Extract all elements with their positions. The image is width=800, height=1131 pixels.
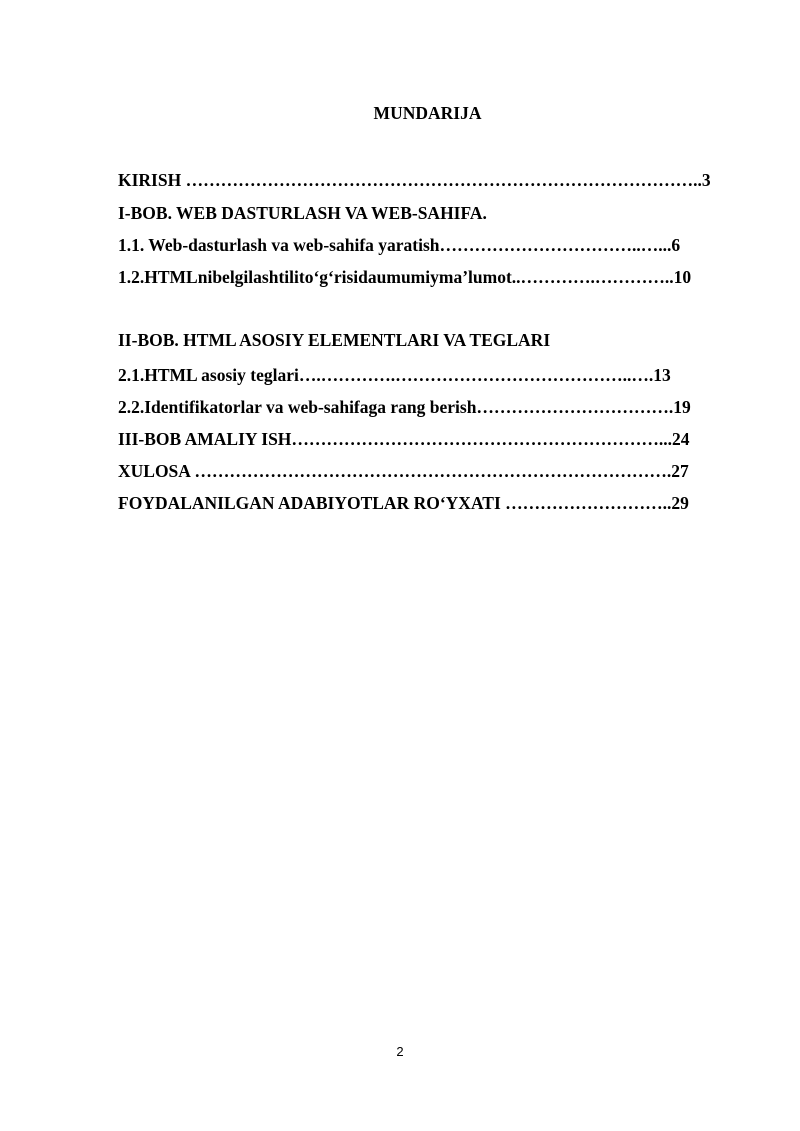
page-title: MUNDARIJA — [373, 103, 482, 123]
toc-entry-xulosa: XULOSA ……………………………………………………………………….27 — [118, 461, 689, 481]
toc-entry-section-1-2: 1.2.HTMLnibelgilashtilito‘g‘risidaumumiyma’lumot..………….…………..10 — [118, 267, 692, 287]
page-number: 2 — [396, 1044, 404, 1059]
toc-entry-references: FOYDALANILGAN ADABIYOTLAR RO‘YXATI ………………………..29 — [118, 493, 689, 513]
toc-entry-kirish: KIRISH ……………………………………………………………………………..3 — [118, 170, 711, 190]
toc-entry-chapter-1: I-BOB. WEB DASTURLASH VA WEB-SAHIFA. — [118, 203, 487, 223]
toc-entry-chapter-3: III-BOB AMALIY ISH………………………………………………………...24 — [118, 429, 690, 449]
toc-entry-chapter-2: II-BOB. HTML ASOSIY ELEMENTLARI VA TEGLARI — [118, 330, 551, 350]
toc-entry-section-2-2: 2.2.Identifikatorlar va web-sahifaga rang berish…………………………….19 — [118, 397, 691, 417]
toc-entry-section-1-1: 1.1. Web-dasturlash va web-sahifa yaratish……………………………..…...6 — [118, 235, 681, 255]
toc-entry-section-2-1: 2.1.HTML asosiy teglari….………….…………………………………..….13 — [118, 365, 671, 385]
